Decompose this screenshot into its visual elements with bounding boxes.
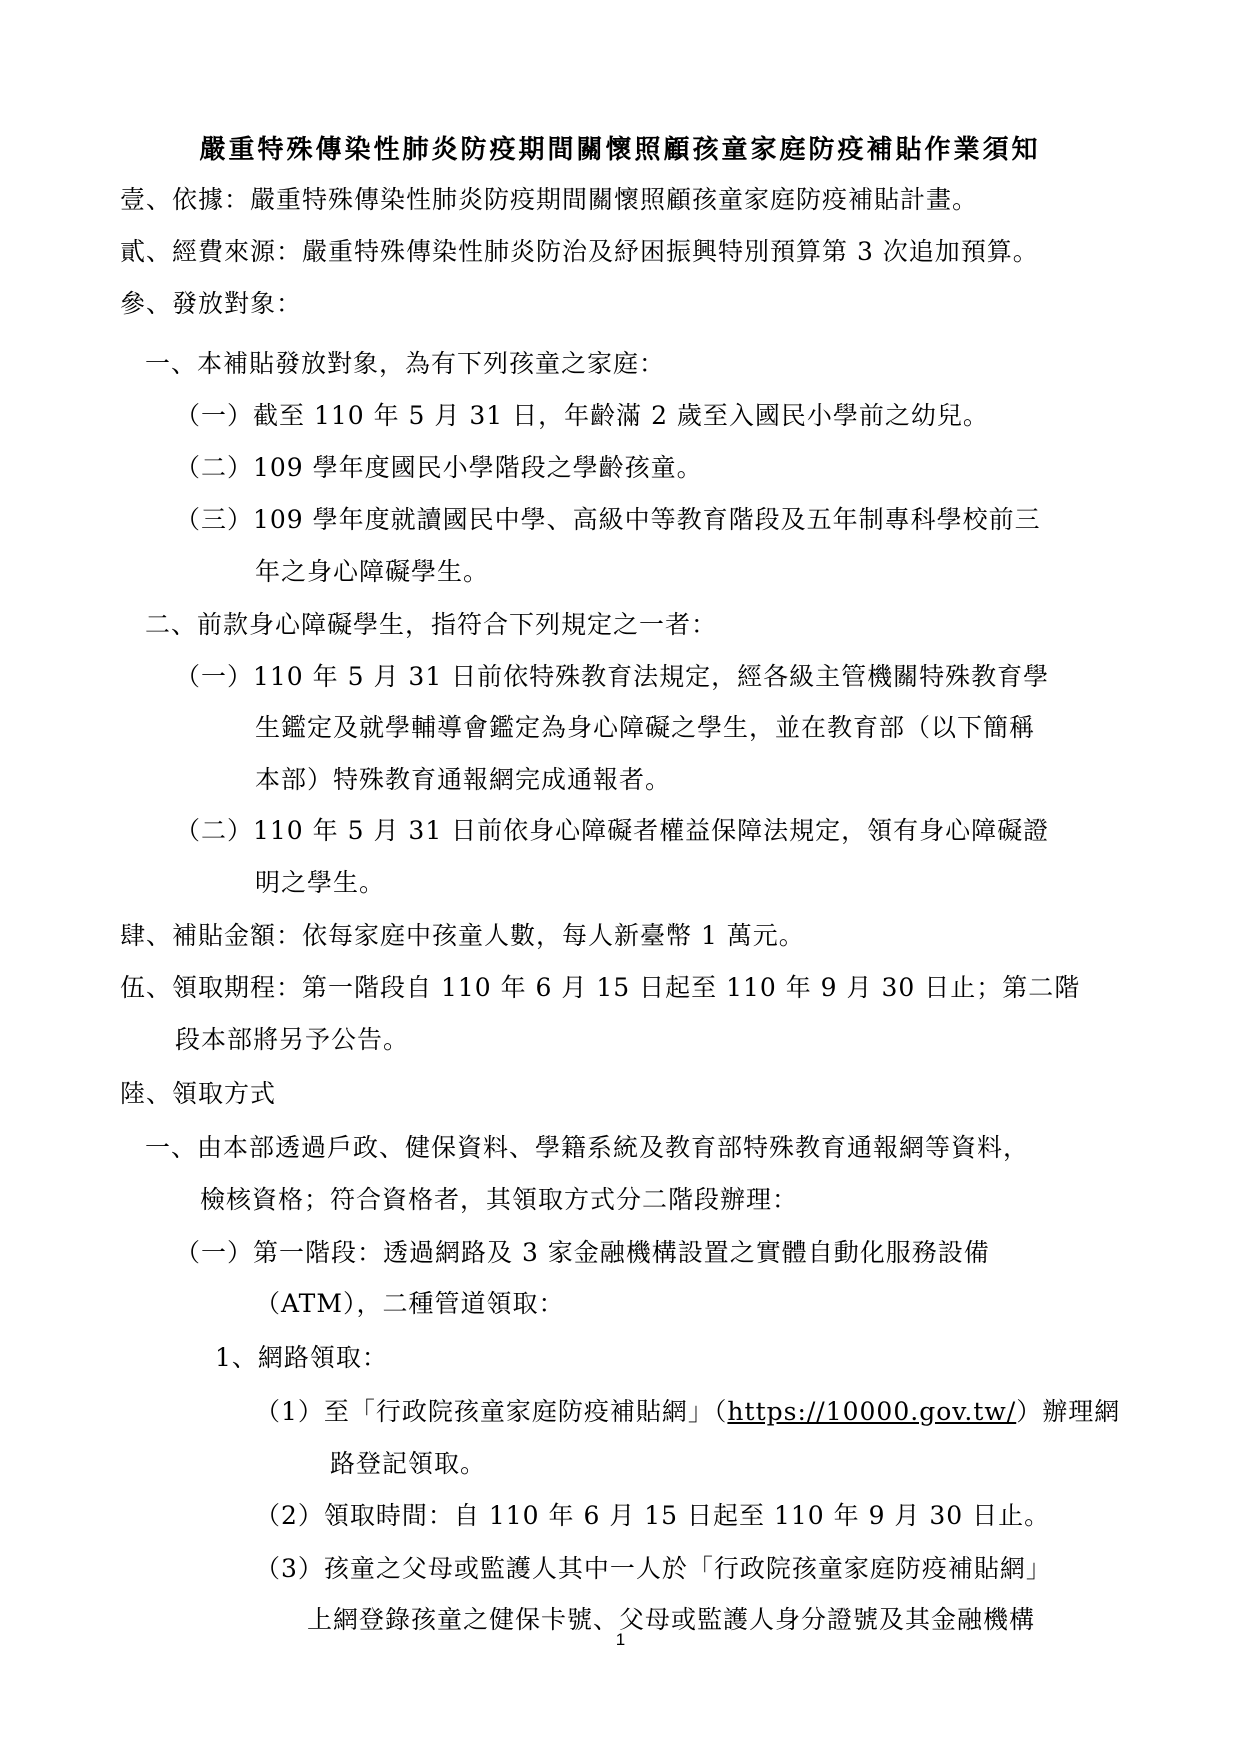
- link-line-after: ）辦理網: [1016, 1397, 1121, 1426]
- text-line: （一）110 年 5 月 31 日前依特殊教育法規定，經各級主管機關特殊教育學: [175, 662, 1050, 691]
- text-line: 1、網路領取：: [215, 1343, 388, 1372]
- document-title: 嚴重特殊傳染性肺炎防疫期間關懷照顧孩童家庭防疫補貼作業須知: [199, 135, 1041, 165]
- text-line: 二、前款身心障礙學生，指符合下列規定之一者：: [145, 610, 718, 639]
- text-line: （二）110 年 5 月 31 日前依身心障礙者權益保障法規定，領有身心障礙證: [175, 816, 1050, 845]
- text-line: 明之學生。: [255, 868, 386, 897]
- text-line: （ATM），二種管道領取：: [255, 1289, 565, 1318]
- text-line: 參、發放對象：: [120, 289, 303, 318]
- text-line: 一、本補貼發放對象，為有下列孩童之家庭：: [145, 349, 666, 378]
- text-line: （三）109 學年度就讀國民中學、高級中等教育階段及五年制專科學校前三: [175, 505, 1041, 534]
- subsidy-website-link[interactable]: https://10000.gov.tw/: [727, 1397, 1017, 1426]
- page-number: 1: [615, 1630, 626, 1649]
- text-line: （2）領取時間：自 110 年 6 月 15 日起至 110 年 9 月 30 日止。: [255, 1501, 1051, 1530]
- text-line: 年之身心障礙學生。: [255, 557, 490, 586]
- text-line: （一）第一階段：透過網路及 3 家金融機構設置之實體自動化服務設備: [175, 1238, 990, 1267]
- link-line-before: （1）至「行政院孩童家庭防疫補貼網」（: [255, 1397, 728, 1426]
- text-line-with-link: [255, 1392, 1120, 1432]
- text-line: 肆、補貼金額：依每家庭中孩童人數，每人新臺幣 1 萬元。: [120, 921, 805, 950]
- text-line: （一）截至 110 年 5 月 31 日，年齡滿 2 歲至入國民小學前之幼兒。: [175, 401, 989, 430]
- text-line: 檢核資格；符合資格者，其領取方式分二階段辦理：: [200, 1185, 799, 1214]
- text-line: 生鑑定及就學輔導會鑑定為身心障礙之學生，並在教育部（以下簡稱: [255, 713, 1036, 742]
- text-line: 壹、依據：嚴重特殊傳染性肺炎防疫期間關懷照顧孩童家庭防疫補貼計畫。: [120, 185, 979, 214]
- text-line: 一、由本部透過戶政、健保資料、學籍系統及教育部特殊教育通報網等資料，: [145, 1133, 1030, 1162]
- text-line: 伍、領取期程：第一階段自 110 年 6 月 15 日起至 110 年 9 月 30 日止；第二階: [120, 973, 1081, 1002]
- text-line: （二）109 學年度國民小學階段之學齡孩童。: [175, 453, 703, 482]
- text-line: 上網登錄孩童之健保卡號、父母或監護人身分證號及其金融機構: [307, 1605, 1036, 1634]
- text-line: 陸、領取方式: [120, 1079, 277, 1108]
- text-line: （3）孩童之父母或監護人其中一人於「行政院孩童家庭防疫補貼網」: [255, 1554, 1052, 1583]
- text-line: 本部）特殊教育通報網完成通報者。: [255, 765, 672, 794]
- text-line: 貳、經費來源：嚴重特殊傳染性肺炎防治及紓困振興特別預算第 3 次追加預算。: [120, 237, 1039, 266]
- text-line: 路登記領取。: [330, 1449, 487, 1478]
- text-line: 段本部將另予公告。: [175, 1025, 410, 1054]
